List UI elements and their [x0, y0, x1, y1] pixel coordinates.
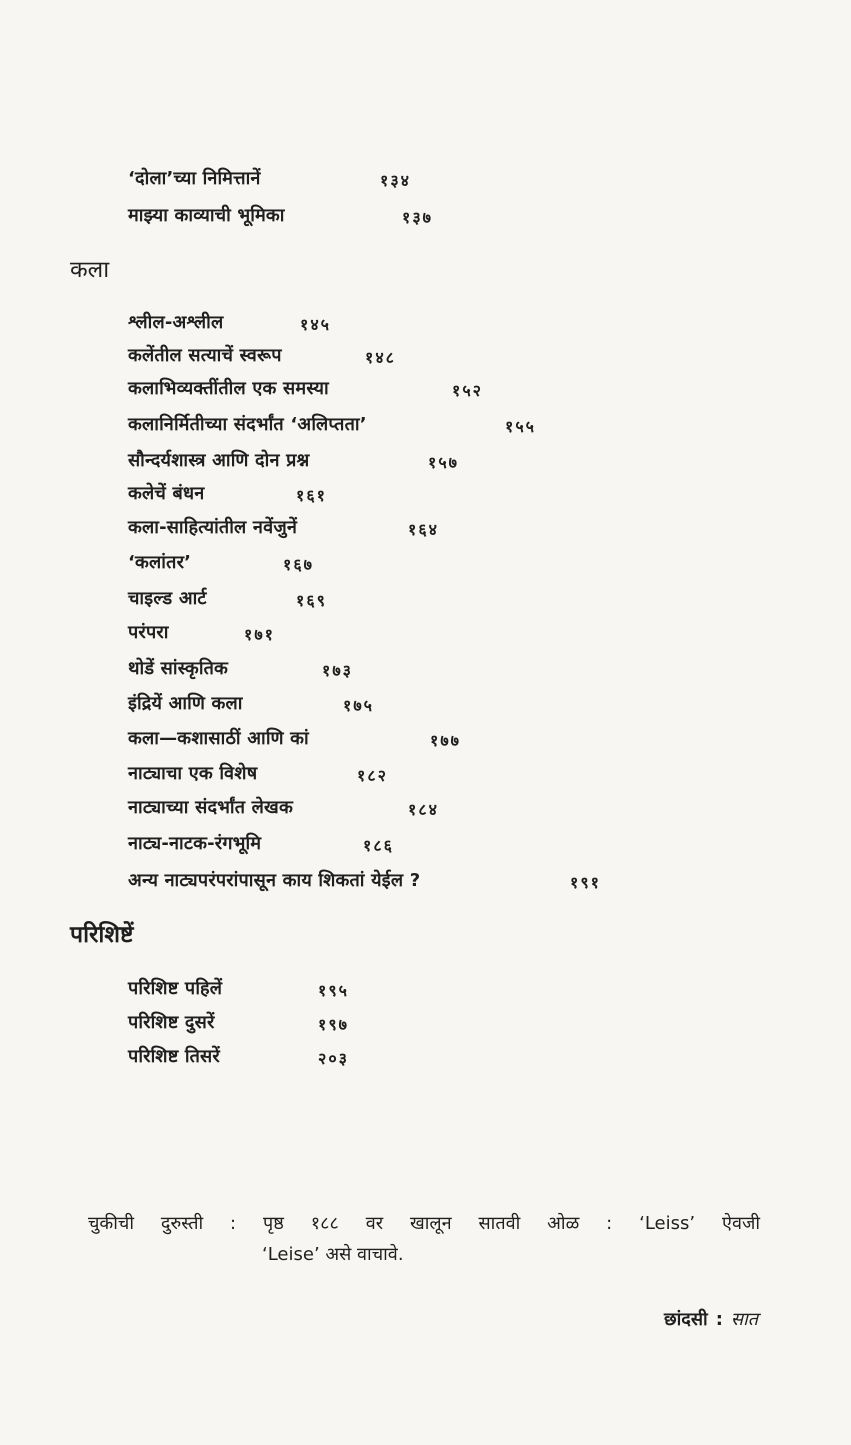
toc-entry [0, 343, 851, 369]
page-footer [664, 1306, 758, 1334]
toc-entry-page: १५२ [452, 381, 483, 400]
toc-entry [0, 166, 851, 192]
toc-entry-title: नाट्य-नाटक-रंगभूमि [128, 833, 262, 854]
toc-entry-page: १४८ [365, 348, 396, 367]
toc-entry-page: १७७ [430, 731, 461, 750]
toc-entry-page: १६४ [408, 520, 439, 539]
toc-entry [0, 868, 851, 894]
toc-entry [0, 203, 851, 229]
toc-entry [0, 761, 851, 787]
toc-entry [0, 726, 851, 752]
toc-entry-title: परिशिष्ट पहिलें [128, 978, 223, 999]
toc-entry [0, 481, 851, 507]
toc-entry-title: नाट्याच्या संदर्भांत लेखक [128, 797, 294, 818]
toc-entry-title: श्लील-अश्लील [128, 312, 224, 333]
toc-entry [0, 620, 851, 646]
toc-entry [0, 691, 851, 717]
toc-entry-page: १९१ [570, 873, 601, 892]
toc-entry-title: परिशिष्ट दुसरें [128, 1012, 215, 1033]
toc-entry-title: अन्य नाट्यपरंपरांपासून काय शिकतां येईल ? [128, 870, 421, 891]
toc-entry-title: कलाभिव्यक्तींतील एक समस्या [128, 378, 329, 399]
toc-entry-page: १७१ [244, 625, 275, 644]
toc-entry-page: १६९ [296, 591, 327, 610]
footer-separator: : [715, 1309, 723, 1330]
toc-entry [0, 1010, 851, 1036]
toc-entry-title: परिशिष्ट तिसरें [128, 1046, 220, 1067]
toc-entry-title: ‘दोला’च्या निमित्तानें [128, 168, 261, 189]
toc-entry-title: सौन्दर्यशास्त्र आणि दोन प्रश्न [128, 450, 310, 471]
footer-page-label: सात [730, 1309, 758, 1330]
toc-entry [0, 310, 851, 336]
toc-entry-title: कलानिर्मितीच्या संदर्भांत ‘अलिप्तता’ [128, 414, 367, 435]
toc-entry-title: माझ्या काव्याची भूमिका [128, 205, 285, 226]
toc-entry-title: नाट्याचा एक विशेष [128, 763, 258, 784]
toc-entry [0, 1044, 851, 1070]
toc-entry-title: थोडें सांस्कृतिक [128, 658, 229, 679]
toc-entry-title: चाइल्ड आर्ट [128, 588, 207, 609]
toc-entry [0, 795, 851, 821]
section-heading: परिशिष्टें [70, 922, 134, 948]
toc-entry-page: १४५ [300, 315, 331, 334]
toc-entry-page: १८६ [363, 836, 394, 855]
toc-entry-page: १७५ [343, 696, 374, 715]
toc-entry-title: कला-साहित्यांतील नवेंजुनें [128, 517, 298, 538]
toc-entry [0, 586, 851, 612]
toc-entry-title: परंपरा [128, 622, 169, 643]
footer-book-title: छांदसी [664, 1309, 708, 1330]
toc-entry-page: १९५ [318, 981, 349, 1000]
toc-entry [0, 515, 851, 541]
section-heading: कला [70, 257, 110, 283]
toc-entry-page: २०३ [318, 1049, 349, 1068]
toc-entry [0, 376, 851, 402]
toc-entry-page: १३४ [380, 171, 411, 190]
toc-entry-page: १५७ [428, 453, 459, 472]
toc-entry [0, 448, 851, 474]
toc-entry-page: १९७ [318, 1015, 349, 1034]
toc-entry-page: १५५ [505, 417, 536, 436]
toc-entry-page: १८२ [357, 766, 388, 785]
toc-entry-page: १६७ [283, 555, 314, 574]
toc-entry [0, 550, 851, 576]
toc-entry-title: ‘कलांतर’ [128, 552, 192, 573]
toc-entry [0, 976, 851, 1002]
errata-note-line: ‘Leise’ असे वाचावे. [262, 1244, 404, 1265]
toc-entry-page: १३७ [402, 208, 433, 227]
errata-note-line: चुकीची दुरुस्ती : पृष्ठ १८८ वर खालून सातवी ओळ : ‘Leiss’ ऐवजी [88, 1213, 760, 1234]
toc-entry-title: कला—कशासाठीं आणि कां [128, 728, 309, 749]
toc-entry-title: इंद्रियें आणि कला [128, 693, 243, 714]
toc-entry-page: १८४ [408, 800, 439, 819]
toc-entry-title: कलेंतील सत्याचें स्वरूप [128, 345, 282, 366]
toc-entry [0, 412, 851, 438]
toc-entry [0, 831, 851, 857]
toc-entry-page: १६१ [296, 486, 327, 505]
toc-entry [0, 656, 851, 682]
toc-entry-page: १७३ [322, 661, 353, 680]
toc-entry-title: कलेचें बंधन [128, 483, 205, 504]
